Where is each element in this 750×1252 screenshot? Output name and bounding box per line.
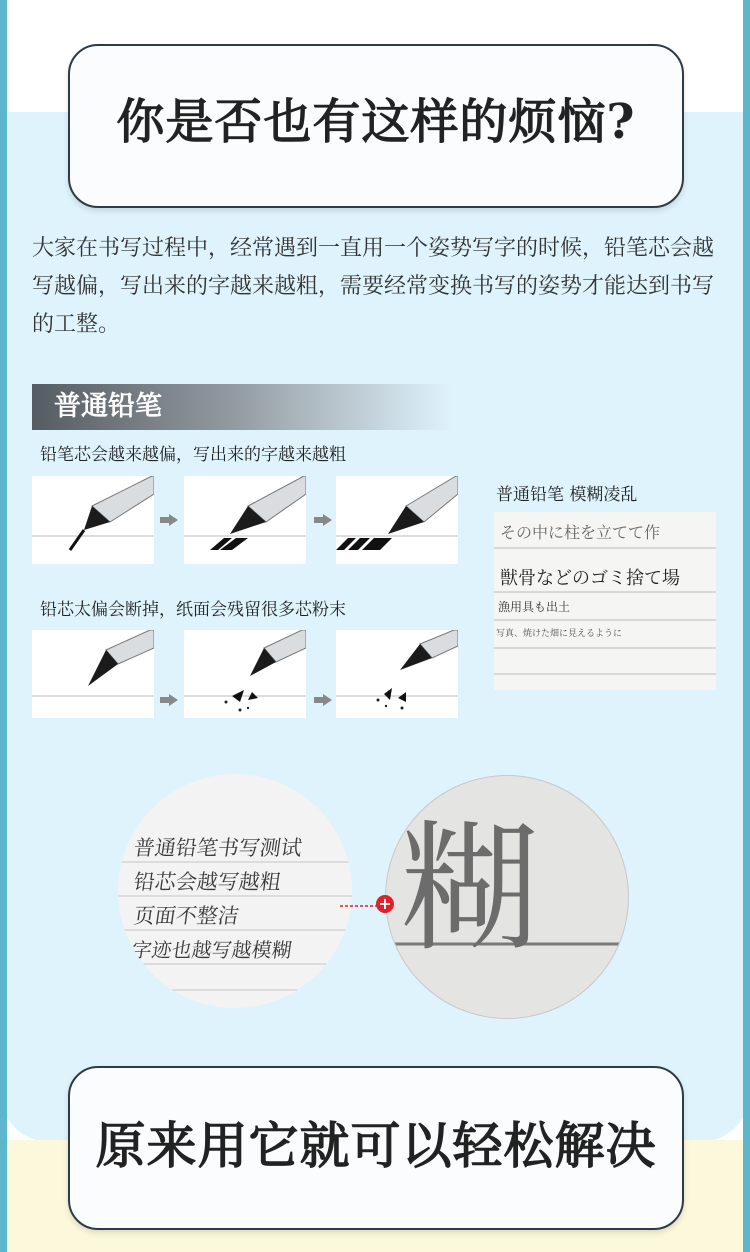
pencil-icon bbox=[184, 476, 306, 564]
plus-icon: + bbox=[376, 895, 394, 913]
left-side-bar bbox=[0, 0, 7, 1252]
pencil-icon bbox=[32, 476, 154, 564]
pencil-panel-row2-3 bbox=[336, 630, 458, 718]
pencil-panel-row2-2 bbox=[184, 630, 306, 718]
row2-caption: 铅芯太偏会断掉，纸面会残留很多芯粉末 bbox=[40, 600, 346, 620]
header-title: 你是否也有这样的烦恼? bbox=[116, 94, 636, 150]
circle-line-1: 普通铅笔书写测试 bbox=[132, 836, 304, 860]
section-banner bbox=[32, 384, 452, 430]
zoomed-character: 糊 bbox=[400, 808, 535, 971]
arrow-right-icon bbox=[160, 694, 178, 706]
row1-caption: 铅笔芯会越来越偏，写出来的字越来越粗 bbox=[40, 445, 346, 465]
header-title-box bbox=[68, 44, 684, 208]
footer-title-box bbox=[68, 1066, 684, 1230]
footer-title: 原来用它就可以轻松解决 bbox=[95, 1116, 657, 1175]
pencil-icon bbox=[336, 630, 458, 718]
section-banner-label: 普通铅笔 bbox=[54, 391, 162, 422]
arrow-right-icon bbox=[314, 514, 332, 526]
handwriting-circle bbox=[118, 774, 352, 1008]
pencil-icon bbox=[32, 630, 154, 718]
pencil-panel-row1-3 bbox=[336, 476, 458, 564]
pencil-panel-row1-1 bbox=[32, 476, 154, 564]
circle-line-2: 铅芯会越写越粗 bbox=[132, 870, 283, 894]
pencil-panel-row2-1 bbox=[32, 630, 154, 718]
circle-line-4: 字迹也越写越模糊 bbox=[130, 938, 294, 962]
pencil-icon bbox=[184, 630, 306, 718]
sample-line-4: 写真、焼けた畑に見えるように bbox=[496, 629, 623, 639]
sample-line-2: 獣骨などのゴミ捨て場 bbox=[500, 568, 680, 589]
intro-paragraph: 大家在书写过程中，经常遇到一直用一个姿势写字的时候，铅笔芯会越写越偏，写出来的字越来越粗，需要经常变换书写的姿势才能达到书写的工整。 bbox=[32, 236, 715, 337]
arrow-right-icon bbox=[160, 514, 178, 526]
arrow-right-icon bbox=[314, 694, 332, 706]
circle-line-3: 页面不整洁 bbox=[132, 904, 241, 928]
pencil-icon bbox=[336, 476, 458, 564]
sample-caption: 普通铅笔 模糊凌乱 bbox=[496, 485, 638, 505]
zoomed-character-circle bbox=[386, 776, 628, 1018]
handwriting-sample bbox=[494, 512, 716, 690]
right-side-bar bbox=[743, 0, 750, 1252]
pencil-panel-row1-2 bbox=[184, 476, 306, 564]
sample-line-1: その中に柱を立てて作 bbox=[500, 523, 661, 542]
sample-line-3: 漁用具も出土 bbox=[498, 600, 571, 614]
